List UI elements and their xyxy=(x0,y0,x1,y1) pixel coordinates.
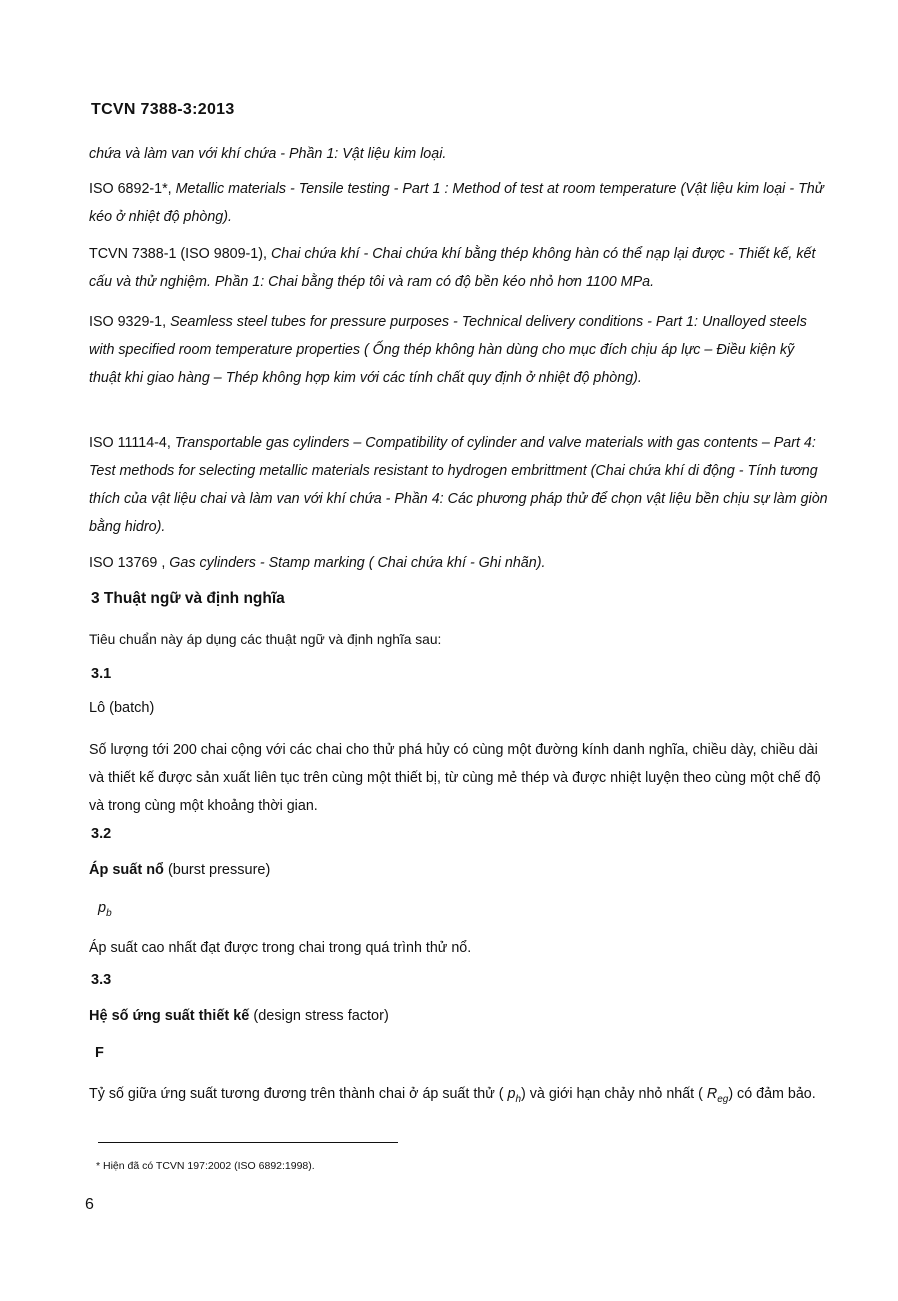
term-number-3-1: 3.1 xyxy=(91,666,112,682)
reference-tcvn-7388-1 xyxy=(89,240,829,296)
reference-continuation: chứa và làm van với khí chứa - Phần 1: Vật liệu kim loại. xyxy=(89,146,447,162)
term-design-stress-factor xyxy=(89,1008,389,1024)
section-3-heading: 3 Thuật ngữ và định nghĩa xyxy=(91,590,285,607)
term-burst-pressure xyxy=(89,862,270,878)
footnote: * Hiện đã có TCVN 197:2002 (ISO 6892:1998). xyxy=(96,1160,315,1172)
symbol-ph: p xyxy=(507,1086,516,1102)
reference-iso-13769 xyxy=(89,549,829,577)
reference-title: Gas cylinders - Stamp marking ( Chai chứa khí - Ghi nhãn). xyxy=(169,555,546,571)
symbol-subscript: b xyxy=(106,907,112,919)
term-number-3-2: 3.2 xyxy=(91,826,112,842)
page-number: 6 xyxy=(85,1196,94,1213)
term-name-vi: Áp suất nổ xyxy=(89,862,164,878)
reference-code: TCVN 7388-1 (ISO 9809-1), xyxy=(89,246,271,262)
term-lo-batch: Lô (batch) xyxy=(89,700,155,716)
reference-title: Metallic materials - Tensile testing - Part 1 : Method of test at room temperature (Vật liệu kim loại - Thử kéo ở nhiệt độ phòng). xyxy=(89,181,824,225)
symbol-main: p xyxy=(98,900,107,916)
term-name-en: (design stress factor) xyxy=(249,1008,389,1024)
reference-code: ISO 9329-1, xyxy=(89,314,171,330)
footnote-separator xyxy=(98,1142,398,1143)
term-3-3-definition xyxy=(89,1080,829,1114)
symbol-reg: R xyxy=(706,1086,718,1102)
term-number-3-3: 3.3 xyxy=(91,972,112,988)
reference-iso-11114-4 xyxy=(89,429,829,541)
standard-code-header: TCVN 7388-3:2013 xyxy=(91,101,235,118)
definition-text: ) có đảm bảo. xyxy=(728,1086,816,1102)
reference-title: Transportable gas cylinders – Compatibility of cylinder and valve materials with gas contents – Part 4: Test methods for selecting metallic materials resistant to hydrogen embrittment (Chai chứa khí di động - Tính tương thích của vật liệu chai và làm van với khí chứa - Phần 4: Các phương pháp thử để chọn vật liệu bền chịu sự làm giòn bằng hidro). xyxy=(89,435,828,535)
symbol-ph-subscript: h xyxy=(515,1093,522,1105)
reference-code: ISO 6892-1*, xyxy=(89,181,176,197)
reference-code: ISO 11114-4, xyxy=(89,435,175,451)
definition-text: ) và giới hạn chảy nhỏ nhất ( xyxy=(521,1086,707,1102)
symbol-reg-subscript: eg xyxy=(717,1093,729,1105)
reference-code: ISO 13769 , xyxy=(89,555,170,571)
term-3-2-definition: Áp suất cao nhất đạt được trong chai trong quá trình thử nổ. xyxy=(89,940,472,956)
term-3-3-symbol: F xyxy=(95,1045,104,1061)
term-name-en: (burst pressure) xyxy=(163,862,271,878)
term-3-1-definition: Số lượng tới 200 chai cộng với các chai cho thử phá hủy có cùng một đường kính danh nghĩa, chiều dày, chiều dài và thiết kế được sản xuất liên tục trên cùng một thiết bị, từ cùng mẻ thép và được nhiệt luyện theo cùng một chế độ và trong cùng một khoảng thời gian. xyxy=(89,742,821,814)
term-name-vi: Hệ số ứng suất thiết kế xyxy=(89,1008,250,1024)
term-3-2-symbol xyxy=(98,900,112,919)
reference-title: Seamless steel tubes for pressure purposes - Technical delivery conditions - Part 1: Unalloyed steels with specified room temperature properties ( Ống thép không hàn dùng cho mục đích chịu áp lực – Điều kiện kỹ thuật khi giao hàng – Thép không hợp kim với các tính chất quy định ở nhiệt độ phòng). xyxy=(89,314,807,386)
definition-text: Tỷ số giữa ứng suất tương đương trên thành chai ở áp suất thử ( xyxy=(89,1086,508,1102)
reference-iso-6892-1 xyxy=(89,175,829,231)
reference-title: Chai chứa khí - Chai chứa khí bằng thép không hàn có thể nạp lại được - Thiết kế, kết cấu và thử nghiệm. Phần 1: Chai bằng thép tôi và ram có độ bền kéo nhỏ hơn 1100 MPa. xyxy=(89,246,816,290)
reference-iso-9329-1 xyxy=(89,308,829,392)
section-3-intro: Tiêu chuẩn này áp dụng các thuật ngữ và định nghĩa sau: xyxy=(89,632,442,647)
